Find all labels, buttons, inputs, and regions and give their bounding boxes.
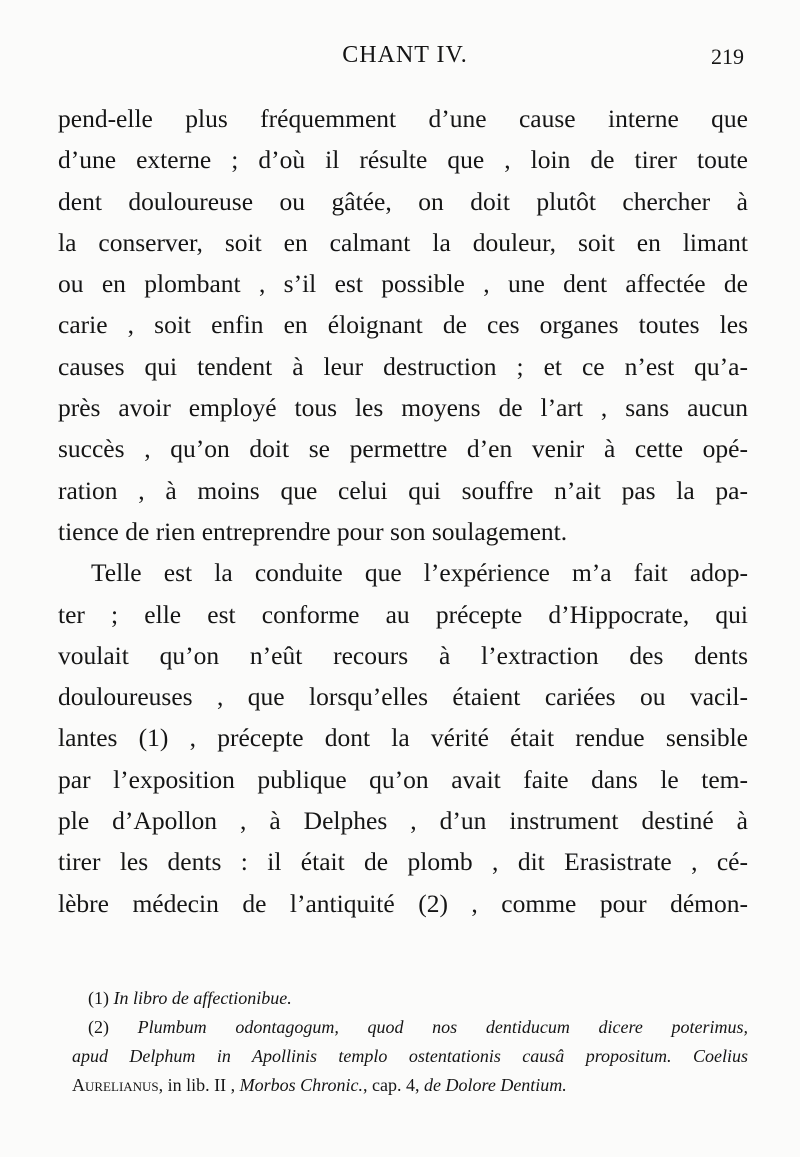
footnote-1: [72, 984, 748, 1013]
text-line: ration , à moins que celui qui souffre n’ait pas la pa-: [58, 475, 748, 505]
footnote-ref: , cap. 4,: [363, 1075, 420, 1095]
footnote-2-ref: [72, 1071, 748, 1100]
footnote-text: apud Delphum in Apollinis templo ostentationis causâ propositum. Coelius: [72, 1046, 748, 1066]
text-line: lèbre médecin de l’antiquité (2) , comme pour démon-: [58, 888, 748, 918]
page-number: 219: [711, 44, 744, 69]
text-line: douloureuses , que lorsqu’elles étaient cariées ou vacil-: [58, 682, 748, 712]
text-line: tience de rien entreprendre pour son soulagement.: [58, 516, 568, 546]
running-title: CHANT IV.: [342, 42, 468, 68]
footnote-marker: (2): [88, 1017, 109, 1037]
text-line: ou en plombant , s’il est possible , une dent affectée de: [58, 269, 748, 299]
text-line: tirer les dents : il était de plomb , dit Erasistrate , cé-: [58, 847, 748, 877]
footnote-ref: , in lib. II ,: [158, 1075, 236, 1095]
text-line: succès , qu’on doit se permettre d’en venir à cette opé-: [58, 434, 748, 464]
text-line: près avoir employé tous les moyens de l’art , sans aucun: [58, 393, 748, 423]
text-line: ter ; elle est conforme au précepte d’Hippocrate, qui: [58, 599, 748, 629]
footnote-title: de Dolore Dentium.: [424, 1075, 567, 1095]
footnotes: [72, 984, 748, 1100]
text-line: d’une externe ; d’où il résulte que , loin de tirer toute: [58, 145, 748, 175]
text-line: par l’exposition publique qu’on avait faite dans le tem-: [58, 764, 748, 794]
paragraph-first-line: Telle est la conduite que l’expérience m’a fait adop-: [91, 558, 748, 588]
text-line: causes qui tendent à leur destruction ; et ce n’est qu’a-: [58, 351, 748, 381]
footnote-2: [72, 1013, 748, 1042]
text-line: pend-elle plus fréquemment d’une cause interne que: [58, 104, 748, 133]
footnote-author: Aurelianus: [72, 1075, 159, 1095]
footnote-text: Plumbum odontagogum, quod nos dentiducum dicere poterimus,: [137, 1017, 748, 1037]
text-line: voulait qu’on n’eût recours à l’extraction des dents: [58, 640, 748, 670]
text-line: carie , soit enfin en éloignant de ces organes toutes les: [58, 310, 748, 340]
body-text: [58, 98, 748, 924]
running-head: [60, 42, 750, 76]
text-line: dent douloureuse ou gâtée, on doit plutôt chercher à: [58, 186, 748, 216]
footnote-work: Morbos Chronic.: [239, 1075, 364, 1095]
footnote-text: In libro de affectionibue.: [113, 988, 292, 1008]
footnote-marker: (1): [88, 988, 109, 1008]
footnote-2-cont: [72, 1042, 748, 1071]
text-line: ple d’Apollon , à Delphes , d’un instrument destiné à: [58, 806, 748, 836]
text-line: lantes (1) , précepte dont la vérité était rendue sensible: [58, 723, 748, 753]
text-line: la conserver, soit en calmant la douleur, soit en limant: [58, 227, 748, 257]
